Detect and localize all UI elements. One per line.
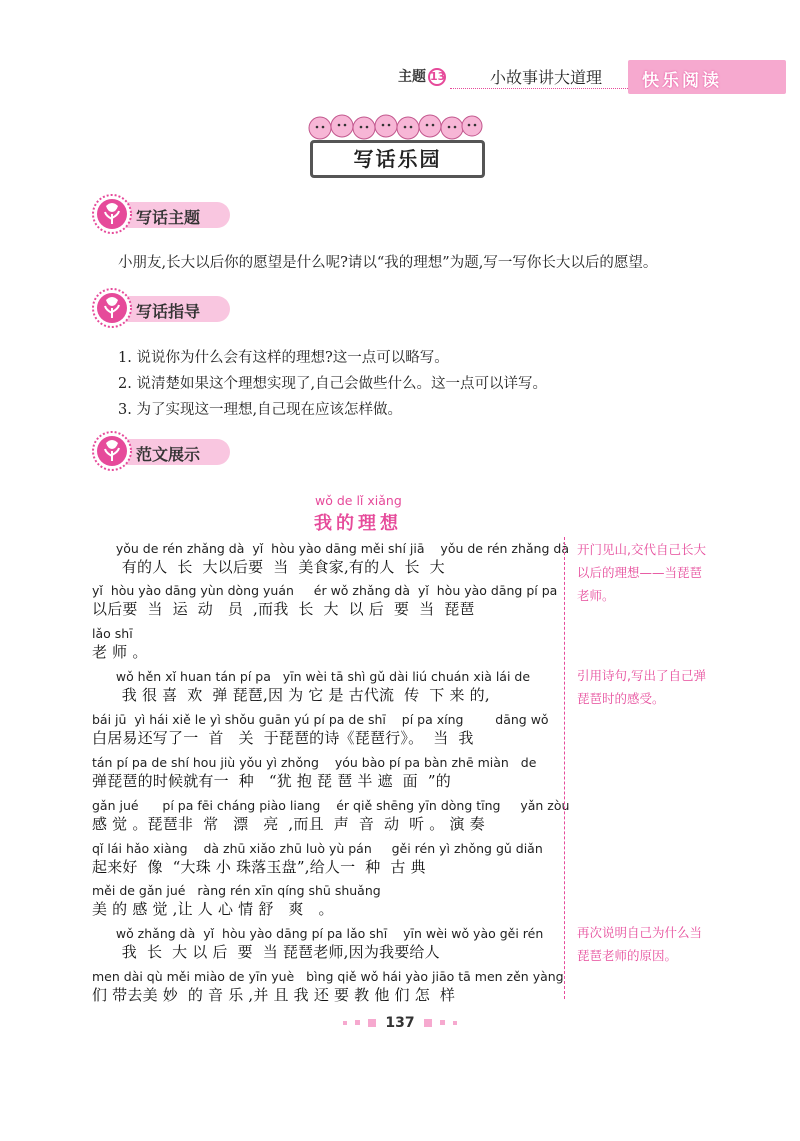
- pinyin-line: wǒ zhǎng dà yǐ hòu yào dāng pí pa lǎo shī yīn wèi wǒ yào gěi rén: [92, 926, 544, 941]
- margin-note: 引用诗句,写出了自己弹琵琶时的感受。: [577, 668, 706, 706]
- hanzi-line: 我 长 大 以 后 要 当 琵琶老师,因为我要给人: [92, 943, 440, 961]
- theme-title: 小故事讲大道理: [490, 68, 603, 87]
- essay-line: [92, 625, 554, 665]
- section-heading-guide: [92, 288, 232, 328]
- banner-title-box: [310, 140, 485, 178]
- pinyin-line: yǒu de rén zhǎng dà yǐ hòu yào dāng měi shí jiā yǒu de rén zhǎng dà: [92, 541, 569, 556]
- essay-line: [92, 668, 554, 708]
- topic-number-badge: 13: [428, 68, 446, 86]
- page-number-bar: [340, 1012, 460, 1032]
- essay-line: [92, 797, 570, 837]
- dot-decoration: [368, 1019, 376, 1027]
- hanzi-line: 美 的 感 觉 ,让 人 心 情 舒 爽 。: [92, 900, 334, 918]
- pinyin-line: tán pí pa de shí hou jiù yǒu yì zhǒng yóu bào pí pa bàn zhē miàn de: [92, 755, 537, 770]
- cartoon-faces-icon: [306, 108, 486, 142]
- tulip-flower-icon: [92, 288, 132, 328]
- hanzi-line: 我 很 喜 欢 弹 琵琶,因 为 它 是 古代流 传 下 来 的,: [92, 686, 490, 704]
- essay-line: [92, 540, 569, 580]
- hanzi-line: 起来好 像 “大珠 小 珠落玉盘”,给人一 种 古 典: [92, 858, 426, 876]
- pinyin-line: gǎn jué pí pa fēi cháng piào liang ér qiě shēng yīn dòng tīng yǎn zòu: [92, 798, 570, 813]
- page-banner: [300, 108, 490, 176]
- topic-label: [398, 66, 446, 86]
- header-divider: [450, 88, 628, 89]
- hanzi-line: 们 带去美 妙 的 音 乐 ,并 且 我 还 要 教 他 们 怎 样: [92, 986, 456, 1004]
- pinyin-line: qǐ lái hǎo xiàng dà zhū xiǎo zhū luò yù pán gěi rén yì zhǒng gǔ diǎn: [92, 841, 543, 856]
- pinyin-line: lǎo shī: [92, 626, 133, 641]
- guide-item: 3. 为了实现这一理想,自己现在应该怎样做。: [118, 402, 403, 418]
- essay-line: [92, 882, 554, 922]
- essay-line: [92, 968, 564, 1008]
- margin-note: 开门见山,交代自己长大以后的理想——当琵琶老师。: [577, 542, 706, 603]
- pinyin-line: yǐ hòu yào dāng yùn dòng yuán ér wǒ zhǎng dà yǐ hòu yào dāng pí pa: [92, 583, 558, 598]
- dot-decoration: [440, 1020, 445, 1025]
- dot-decoration: [424, 1019, 432, 1027]
- section-tag-text: 快乐阅读: [642, 71, 722, 91]
- essay-line: [92, 582, 558, 622]
- pinyin-line: wǒ hěn xǐ huan tán pí pa yīn wèi tā shì gǔ dài liú chuán xià lái de: [92, 669, 531, 684]
- notes-divider: [564, 537, 565, 999]
- essay-line: [92, 925, 554, 965]
- heading-text: 写话主题: [136, 208, 201, 227]
- hanzi-line: 以后要 当 运 动 员 ,而我 长 大 以 后 要 当 琵琶: [92, 600, 475, 618]
- essay-line: [92, 754, 554, 794]
- pinyin-line: bái jū yì hái xiě le yì shǒu guān yú pí pa de shī pí pa xíng dāng wǒ: [92, 712, 549, 727]
- pinyin-line: men dài qù měi miào de yīn yuè bìng qiě wǒ hái yào jiāo tā men zěn yàng: [92, 969, 564, 984]
- theme-text: 小朋友,长大以后你的愿望是什么呢?请以“我的理想”为题,写一写你长大以后的愿望。: [118, 255, 658, 271]
- hanzi-line: 白居易还写了一 首 关 于琵琶的诗《琵琶行》。 当 我: [92, 729, 474, 747]
- essay-line: [92, 711, 554, 751]
- pinyin-line: měi de gǎn jué ràng rén xīn qíng shū shuǎng: [92, 883, 381, 898]
- section-heading-sample: [92, 431, 232, 471]
- tulip-flower-icon: [92, 431, 132, 471]
- guide-item: 1. 说说你为什么会有这样的理想?这一点可以略写。: [118, 350, 449, 366]
- essay-line: [92, 840, 554, 880]
- dot-decoration: [355, 1020, 360, 1025]
- page-header: [398, 60, 788, 94]
- guide-item: 2. 说清楚如果这个理想实现了,自己会做些什么。这一点可以详写。: [118, 376, 548, 392]
- hanzi-line: 感 觉 。琵琶非 常 漂 亮 ,而且 声 音 动 听 。 演 奏: [92, 815, 485, 833]
- heading-text: 范文展示: [136, 445, 201, 464]
- dot-decoration: [453, 1021, 457, 1025]
- essay-title-pinyin: wǒ de lǐ xiǎng: [315, 493, 402, 508]
- margin-note: 再次说明自己为什么当琵琶老师的原因。: [577, 925, 703, 963]
- heading-text: 写话指导: [136, 302, 201, 321]
- hanzi-line: 弹琵琶的时候就有一 种 “犹 抱 琵 琶 半 遮 面 ”的: [92, 772, 451, 790]
- dot-decoration: [343, 1021, 347, 1025]
- banner-title: 写话乐园: [353, 147, 442, 171]
- essay-title: 我的理想: [314, 513, 402, 534]
- section-tag: [628, 60, 786, 94]
- hanzi-line: 老 师 。: [92, 643, 148, 661]
- topic-label-text: 主题: [398, 69, 426, 85]
- section-heading-theme: [92, 194, 232, 234]
- hanzi-line: 有的人 长 大以后要 当 美食家,有的人 长 大: [92, 558, 445, 576]
- tulip-flower-icon: [92, 194, 132, 234]
- page-number: 137: [385, 1014, 415, 1031]
